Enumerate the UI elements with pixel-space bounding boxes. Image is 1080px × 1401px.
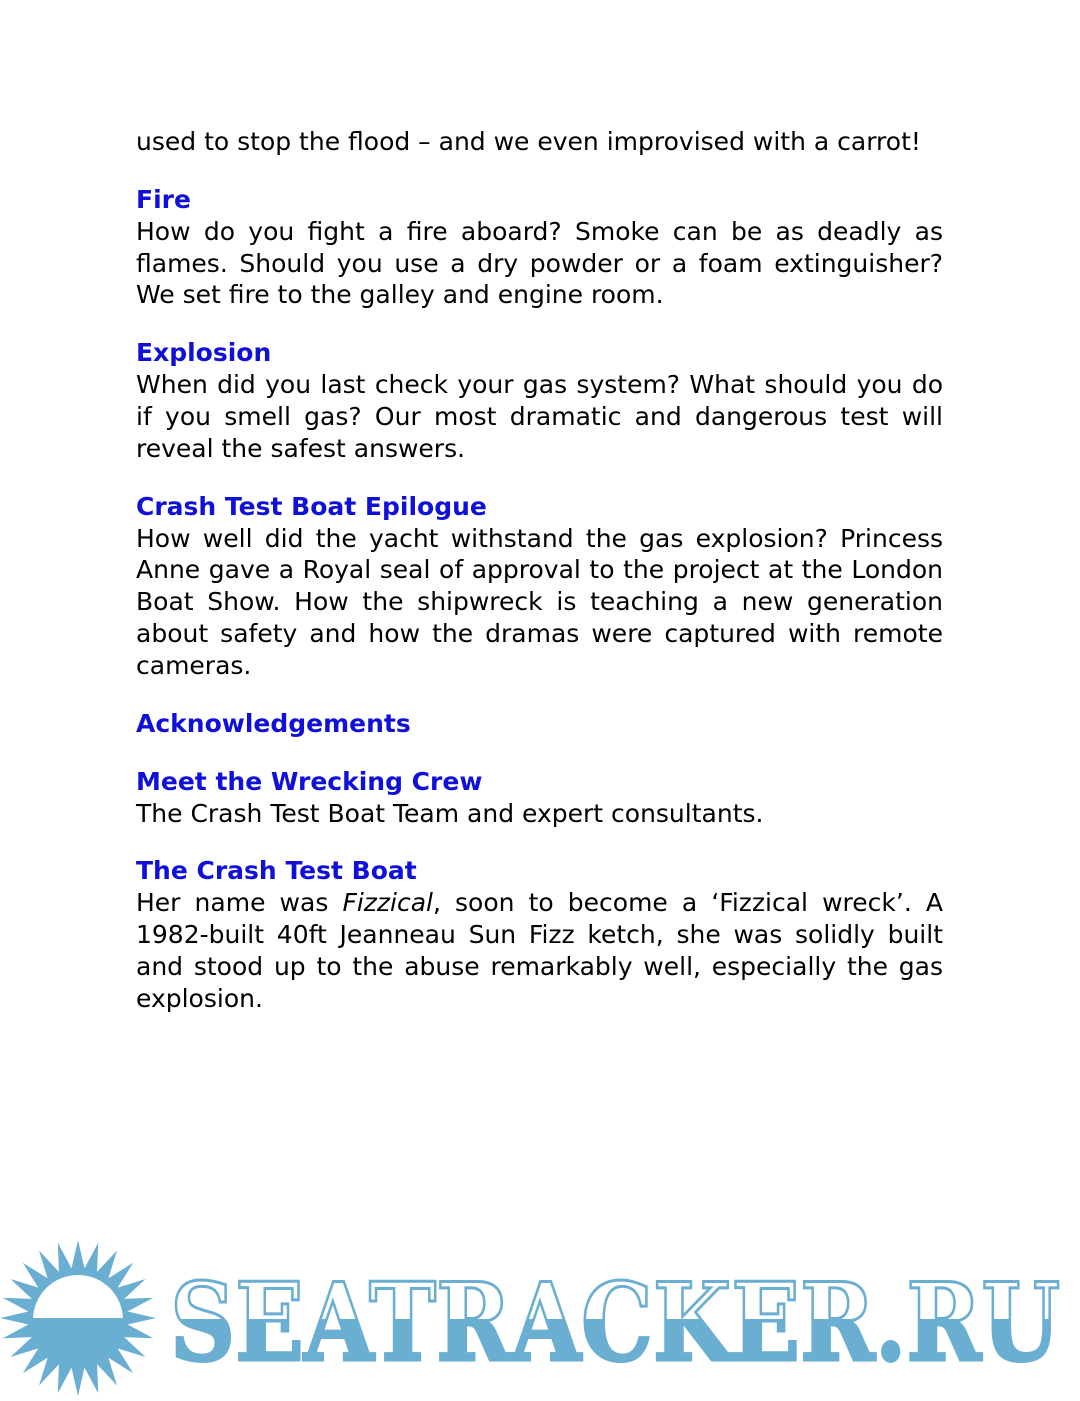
- section-title: Meet the Wrecking Crew: [136, 766, 483, 796]
- section-fire: [136, 184, 943, 311]
- watermark-text: SEATRACKER.RU: [170, 1260, 1060, 1386]
- sun-over-sea-icon: [0, 1240, 156, 1396]
- section-crash-test-boat: [136, 855, 943, 1014]
- section-acknowledgements: [136, 708, 943, 740]
- section-body: The Crash Test Boat Team and expert consultants.: [136, 798, 764, 828]
- section-explosion: [136, 337, 943, 464]
- section-title: Explosion: [136, 338, 272, 368]
- body-text: , soon to become a ‘Fizzical wreck’. A 1982-built 40ft Jeanneau Sun Fizz ketch, she was solidly built and stood up to the abuse remarkably well, especially the gas explosion.: [136, 888, 943, 1013]
- intro-paragraph: used to stop the flood – and we even improvised with a carrot!: [136, 127, 921, 156]
- section-body: When did you last check your gas system? What should you do if you smell gas? Our most dramatic and dangerous test will reveal the safest answers.: [136, 370, 943, 463]
- section-epilogue: [136, 491, 943, 682]
- section-body: How well did the yacht withstand the gas explosion? Princess Anne gave a Royal seal of approval to the project at the London Boat Show. How the shipwreck is teaching a new generation about safety and how the dramas were captured with remote cameras.: [136, 523, 943, 680]
- watermark-footer: [0, 1232, 1080, 1397]
- section-body: [136, 887, 943, 1014]
- section-body: How do you fight a fire aboard? Smoke can be as deadly as flames. Should you use a dry powder or a foam extinguisher? We set fire to the galley and engine room.: [136, 216, 943, 310]
- section-title: Acknowledgements: [136, 708, 411, 738]
- watermark-graphic: [0, 1232, 1080, 1397]
- body-text: Her name was: [136, 888, 343, 918]
- boat-name: Fizzical: [342, 888, 433, 918]
- section-title: The Crash Test Boat: [136, 856, 417, 886]
- section-wrecking-crew: [136, 766, 943, 830]
- section-title: Fire: [136, 184, 191, 214]
- page-content: [136, 126, 943, 1041]
- section-title: Crash Test Boat Epilogue: [136, 491, 487, 521]
